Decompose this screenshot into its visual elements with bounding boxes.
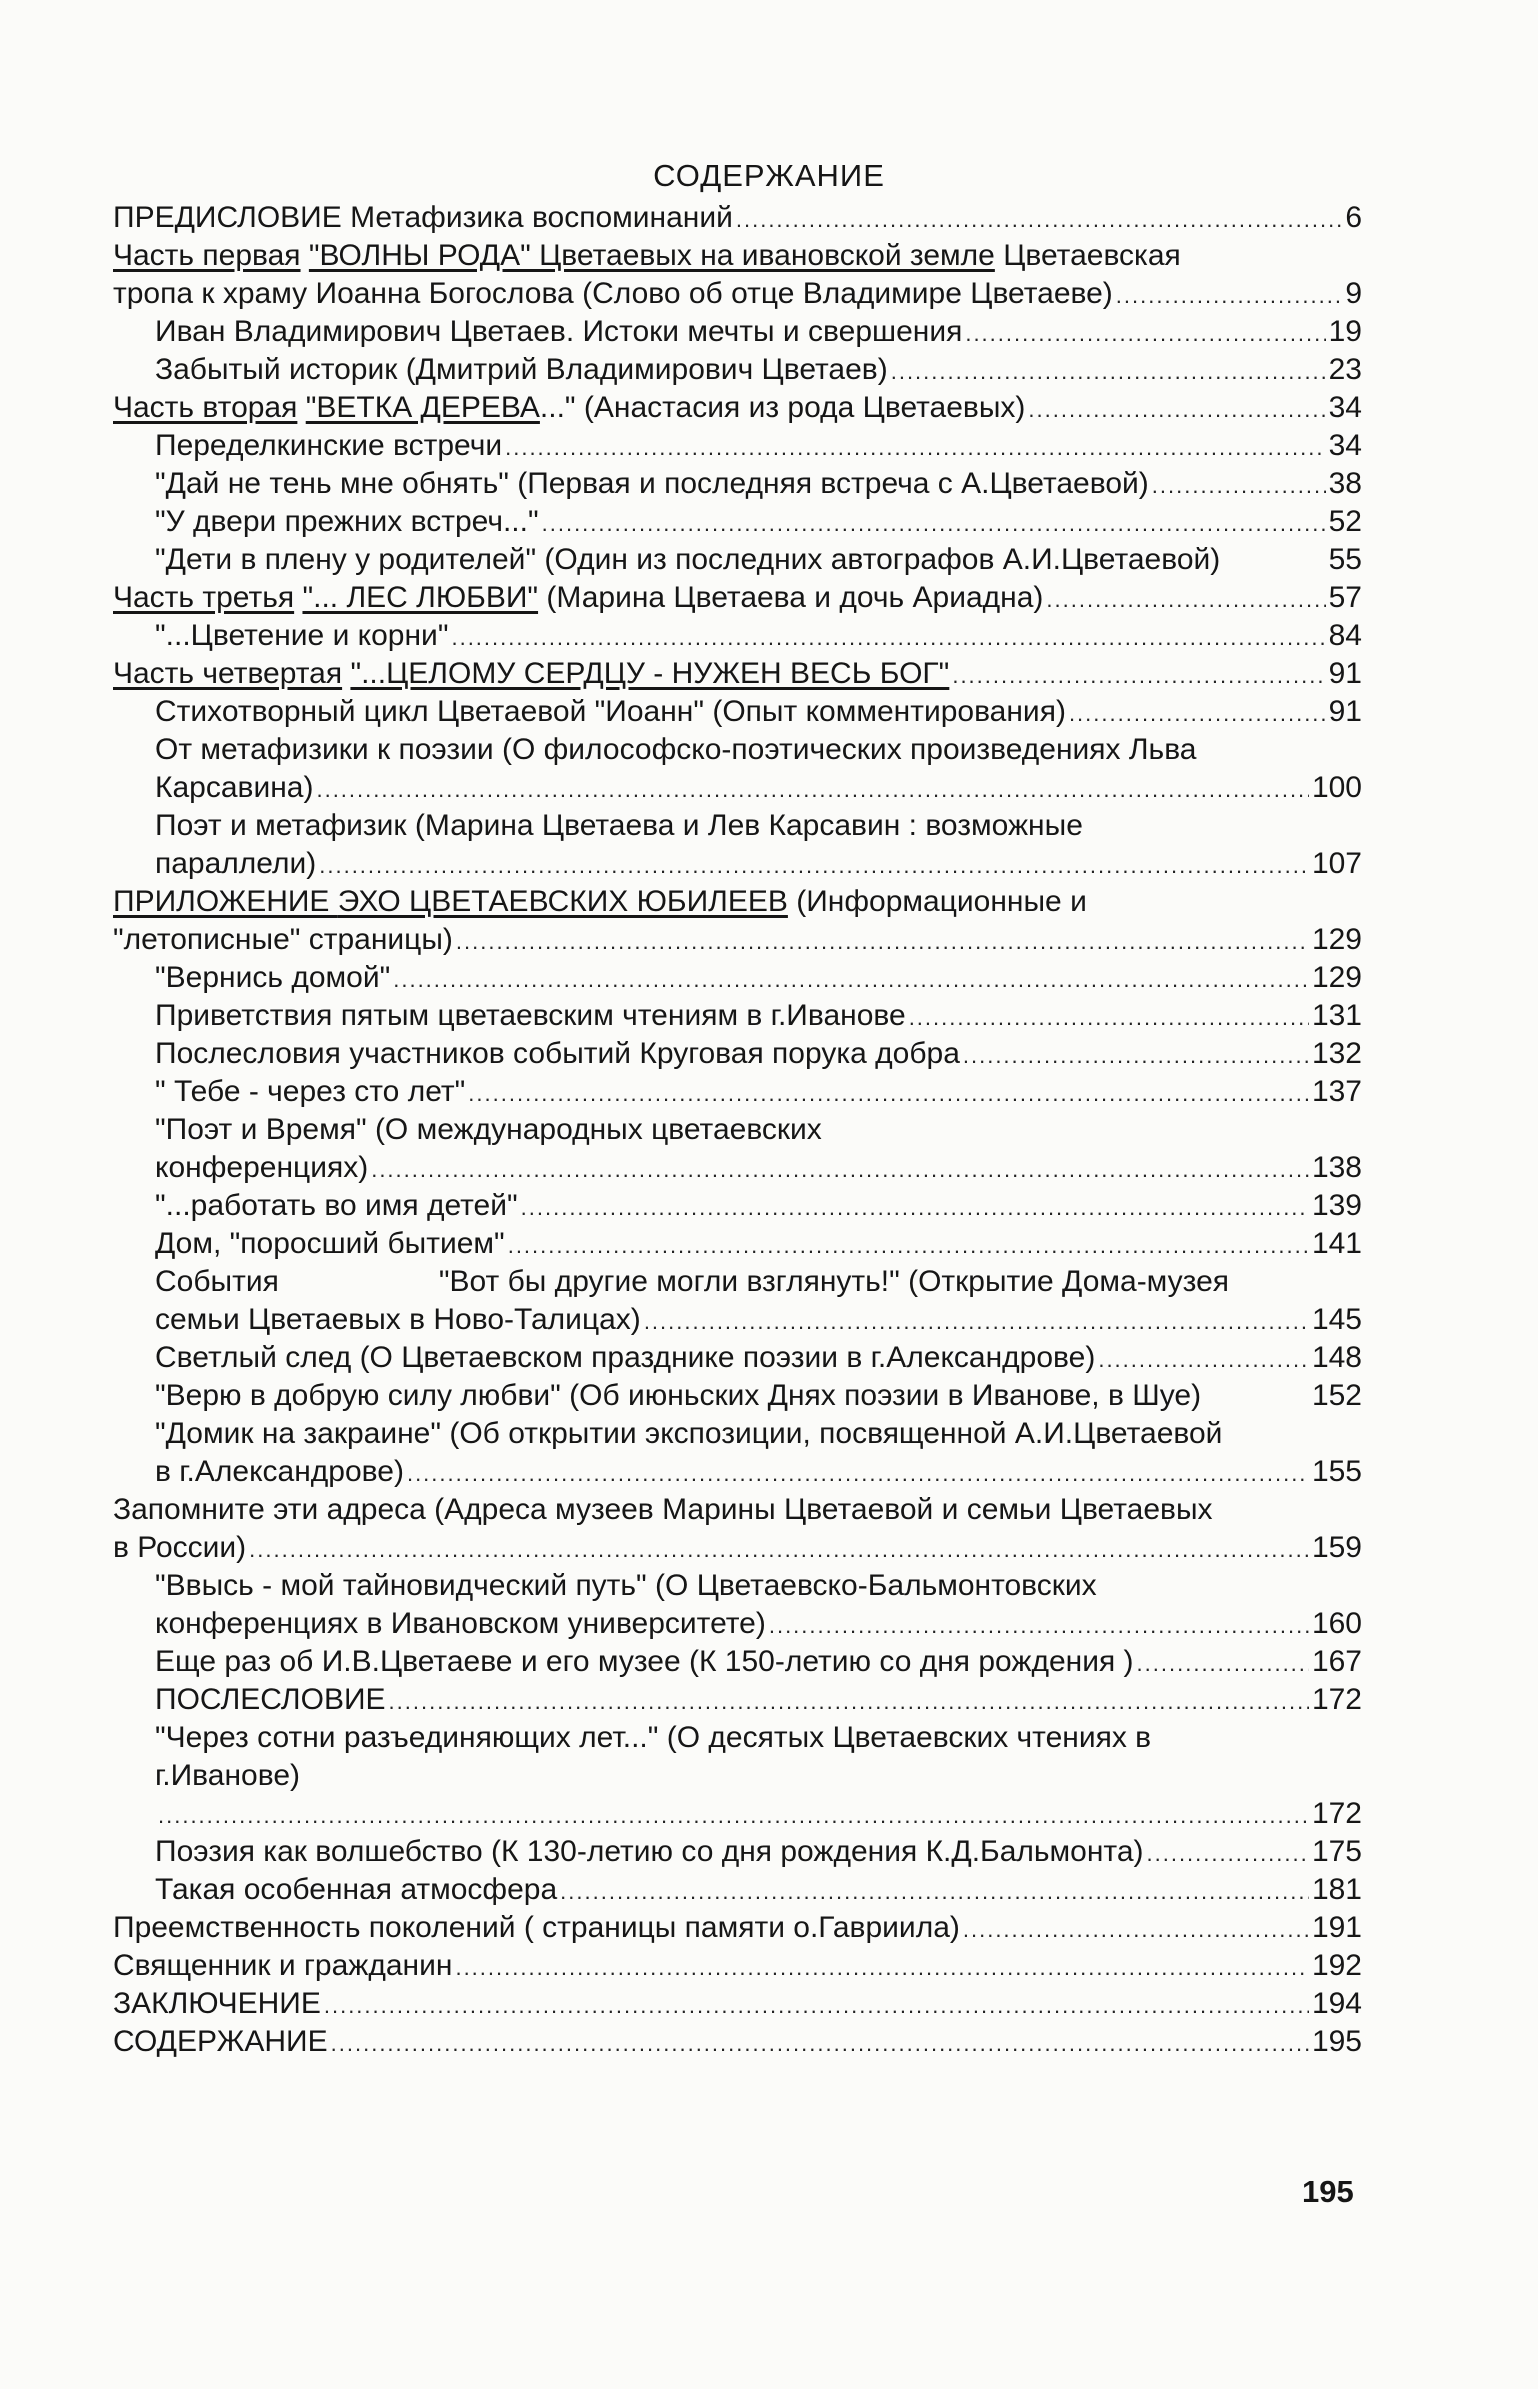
toc-entry <box>113 884 1087 920</box>
toc-entry <box>155 1226 1362 1262</box>
toc-page-number: 129 <box>1311 961 1362 994</box>
toc-entry <box>155 1644 1362 1680</box>
toc-text: "Вернись домой" <box>155 961 391 994</box>
toc-entry-title <box>113 200 733 236</box>
toc-page-number: 159 <box>1311 1531 1362 1564</box>
dot-leader <box>319 848 1309 884</box>
toc-entry <box>155 1416 1222 1452</box>
dot-leader <box>407 1456 1309 1492</box>
toc-page-number: 172 <box>1311 1797 1362 1830</box>
toc-text <box>301 239 309 272</box>
dot-leader <box>468 1076 1309 1112</box>
toc-entry-title <box>113 884 1087 920</box>
toc-entry <box>155 1720 1151 1756</box>
toc-entry <box>155 1834 1362 1870</box>
dot-leader <box>451 620 1325 656</box>
dot-leader <box>909 1000 1309 1036</box>
toc-entry-title <box>155 1340 1095 1376</box>
toc-entry-title <box>155 618 448 654</box>
toc-text: параллели) <box>155 847 317 880</box>
dot-leader <box>891 354 1326 390</box>
toc-page-number: 91 <box>1328 695 1362 728</box>
toc-text: Карсавина) <box>155 771 314 804</box>
toc-text: ПРЕДИСЛОВИЕ <box>113 201 351 234</box>
toc-entry-title <box>155 504 539 540</box>
toc-entry-title <box>113 656 949 692</box>
toc-text: "Домик на закраине" (Об открытии экспозиции, посвященной А.И.Цветаевой <box>155 1417 1223 1450</box>
toc-page-number: 137 <box>1311 1075 1362 1108</box>
toc-entry <box>155 504 1362 540</box>
toc-text: Дом, "поросший бытием" <box>155 1227 505 1260</box>
toc-text: Стихотворный цикл Цветаевой "Иоанн" (Опыт комментирования) <box>155 695 1066 728</box>
toc-text: семьи Цветаевых в Ново-Талицах) <box>155 1303 641 1336</box>
toc-entry-title <box>155 542 1220 578</box>
toc-text: Преемственность поколений ( страницы памяти о.Гавриила) <box>113 1911 960 1944</box>
toc-text: Иван Владимирович Цветаев. Истоки мечты и свершения <box>155 315 963 348</box>
toc-entry-title <box>155 428 502 464</box>
toc-text: Переделкинские встречи <box>155 429 503 462</box>
toc-page-number: 155 <box>1311 1455 1362 1488</box>
toc-entry <box>155 808 1083 844</box>
toc-text: "...работать во имя детей" <box>155 1189 518 1222</box>
dot-leader <box>1046 582 1325 618</box>
toc-page-number: 55 <box>1328 543 1362 576</box>
toc-entry <box>155 998 1362 1034</box>
toc-page-number: 132 <box>1311 1037 1362 1070</box>
toc-entry <box>155 428 1362 464</box>
toc-entry-title <box>155 1074 465 1110</box>
toc-entry-title <box>155 694 1066 730</box>
toc-entry-title <box>155 1720 1151 1756</box>
toc-heading-underlined: "ВЕТКА ДЕРЕВА <box>305 391 540 424</box>
toc-text: "Дай не тень мне обнять" (Первая и последняя встреча с А.Цветаевой) <box>155 467 1149 500</box>
toc-text: Поэзия как волшебство (К 130-летию со дня рождения К.Д.Бальмонта) <box>155 1835 1144 1868</box>
toc-page-number: 57 <box>1328 581 1362 614</box>
toc-page-number: 131 <box>1311 999 1362 1032</box>
toc-page-number: 6 <box>1345 201 1362 234</box>
toc-text: (Марина Цветаева и дочь Ариадна) <box>538 581 1044 614</box>
dot-leader <box>455 1950 1308 1986</box>
toc-entry-title <box>155 1188 518 1224</box>
dot-leader <box>1069 696 1326 732</box>
toc-entry-title <box>155 1036 960 1072</box>
toc-entry <box>155 466 1362 502</box>
toc-page-number: 52 <box>1328 505 1362 538</box>
toc-entry-title <box>155 732 1196 768</box>
toc-entry-title <box>113 238 1181 274</box>
dot-leader <box>1137 1646 1309 1682</box>
toc-entry-title <box>155 1416 1222 1452</box>
toc-text: Поэт и метафизик (Марина Цветаева и Лев Карсавин : возможные <box>155 809 1083 842</box>
toc-text: СОДЕРЖАНИЕ <box>113 2025 328 2058</box>
toc-entry-title <box>155 1454 404 1490</box>
toc-page-number: 91 <box>1328 657 1362 690</box>
toc-page-number: 172 <box>1311 1683 1362 1716</box>
toc-entry <box>155 960 1362 996</box>
toc-entry-title <box>155 1568 1097 1604</box>
toc-page-number: 38 <box>1328 467 1362 500</box>
toc-page-number: 34 <box>1328 391 1362 424</box>
toc-entry-title <box>155 1112 822 1148</box>
toc-text: (Информационные и <box>787 885 1087 918</box>
dot-leader <box>644 1304 1309 1340</box>
toc-text: "Через сотни разъединяющих лет..." (О десятых Цветаевских чтениях в <box>155 1721 1152 1754</box>
toc-text: "У двери прежних встреч..." <box>155 505 539 538</box>
toc-entry-title <box>113 1910 960 1946</box>
toc-entry <box>155 1302 1362 1338</box>
toc-entry-title <box>155 314 962 350</box>
toc-text: Священник и гражданин <box>113 1949 453 1982</box>
dot-leader <box>508 1228 1309 1264</box>
dot-leader <box>1098 1342 1309 1378</box>
toc-entry <box>155 1796 1362 1832</box>
toc-heading-underlined: Часть четвертая <box>113 657 343 690</box>
toc-page-number: 152 <box>1311 1379 1362 1412</box>
dot-leader <box>542 506 1326 542</box>
toc-page-number: 84 <box>1328 619 1362 652</box>
toc-page-number: 195 <box>1311 2025 1362 2058</box>
toc-entry-title <box>155 1682 386 1718</box>
toc-entry-title <box>113 922 453 958</box>
dot-leader <box>560 1874 1309 1910</box>
toc-text: От метафизики к поэзии (О философско-поэтических произведениях Льва <box>155 733 1197 766</box>
toc-entry <box>155 352 1362 388</box>
toc-entry-title <box>155 770 313 806</box>
toc-heading-underlined: ПРИЛОЖЕНИЕ <box>113 885 338 918</box>
dot-leader <box>963 1912 1309 1948</box>
dot-leader <box>505 430 1326 466</box>
toc-heading-underlined: Часть вторая <box>113 391 298 424</box>
toc-page-number: 175 <box>1311 1835 1362 1868</box>
toc-entry <box>155 732 1196 768</box>
toc-page-number: 141 <box>1311 1227 1362 1260</box>
toc-entry-title <box>113 1492 1213 1528</box>
toc-page-number: 160 <box>1311 1607 1362 1640</box>
dot-leader <box>769 1608 1309 1644</box>
toc-entry <box>113 922 1362 958</box>
dot-leader <box>963 1038 1309 1074</box>
toc-entry <box>113 390 1362 426</box>
toc-entry <box>155 1112 822 1148</box>
toc-page-number: 9 <box>1345 277 1362 310</box>
toc-heading-underlined: Часть третья <box>113 581 295 614</box>
toc-text: Метафизика воспоминаний <box>350 201 733 234</box>
dot-leader <box>456 924 1309 960</box>
toc-entry <box>155 1758 300 1794</box>
toc-entry <box>113 1492 1213 1528</box>
toc-entry <box>155 770 1362 806</box>
toc-entry-title <box>113 1986 321 2022</box>
toc-entry <box>155 542 1362 578</box>
toc-text: г.Иванове) <box>155 1759 300 1792</box>
toc-entry-title <box>155 960 390 996</box>
toc-entry <box>155 1872 1362 1908</box>
toc-entry <box>113 1948 1362 1984</box>
toc-entry-title <box>155 1834 1144 1870</box>
toc-heading-underlined: "... ЛЕС ЛЮБВИ" <box>302 581 539 614</box>
toc-text: конференциях) <box>155 1151 369 1184</box>
toc-page-number: 194 <box>1311 1987 1362 2020</box>
toc-entry <box>155 1150 1362 1186</box>
toc-page-number: 34 <box>1328 429 1362 462</box>
toc-entry <box>155 314 1362 350</box>
toc-page-number: 167 <box>1311 1645 1362 1678</box>
dot-leader <box>1028 392 1325 428</box>
toc-entry <box>155 846 1362 882</box>
dot-leader <box>316 772 1308 808</box>
toc-text: "...Цветение и корни" <box>155 619 449 652</box>
toc-entry-title <box>155 808 1083 844</box>
toc-page-number: 19 <box>1328 315 1362 348</box>
toc-entry-title <box>155 1226 505 1262</box>
toc-text: Послесловия участников событий Круговая порука добра <box>155 1037 960 1070</box>
toc-text: "Верю в добрую силу любви" (Об июньских Днях поэзии в Иванове, в Шуе) <box>155 1379 1202 1412</box>
toc-entry <box>113 200 1362 236</box>
toc-entry <box>113 1910 1362 1946</box>
dot-leader <box>1152 468 1326 504</box>
toc-entry-title <box>155 466 1149 502</box>
toc-text: "Дети в плену у родителей" (Один из последних автографов А.И.Цветаевой) <box>155 543 1221 576</box>
toc-text: в г.Александрове) <box>155 1455 404 1488</box>
toc-page-number: 192 <box>1311 1949 1362 1982</box>
toc-text: Светлый след (О Цветаевском празднике поэзии в г.Александрове) <box>155 1341 1096 1374</box>
dot-leader <box>952 658 1325 694</box>
toc-text: Такая особенная атмосфера <box>155 1873 558 1906</box>
toc-entry <box>155 1074 1362 1110</box>
toc-entry-title <box>155 1150 368 1186</box>
toc-text: События <box>155 1265 279 1298</box>
toc-entry <box>155 1568 1097 1604</box>
toc-entry-title <box>113 390 1025 426</box>
toc-entry-title <box>113 1948 452 1984</box>
page-number: 195 <box>1302 2174 1354 2209</box>
toc-text: ЗАКЛЮЧЕНИЕ <box>113 1987 321 2020</box>
toc-entry <box>113 2024 1362 2060</box>
toc-entry-title <box>155 352 888 388</box>
toc-text <box>297 391 305 424</box>
toc-entry <box>155 1036 1362 1072</box>
dot-leader <box>331 2026 1309 2062</box>
toc-page-number: 181 <box>1311 1873 1362 1906</box>
toc-page-number: 191 <box>1311 1911 1362 1944</box>
toc-text: Цветаевская <box>994 239 1181 272</box>
toc-entry-title <box>113 276 1113 312</box>
toc-text: "Вот бы другие могли взглянуть!" (Открытие Дома-музея <box>438 1265 1229 1298</box>
toc-text: Еще раз об И.В.Цветаеве и его музее (К 150-летию со дня рождения ) <box>155 1645 1134 1678</box>
toc-heading-underlined: Часть первая <box>113 239 301 272</box>
toc-entry <box>155 1264 1229 1300</box>
toc-text: конференциях в Ивановском университете) <box>155 1607 766 1640</box>
dot-leader <box>249 1532 1309 1568</box>
dot-leader <box>521 1190 1309 1226</box>
toc-entry <box>155 618 1362 654</box>
toc-page-number: 138 <box>1311 1151 1362 1184</box>
toc-entry-title <box>155 1264 1229 1300</box>
toc-entry-title <box>155 1758 300 1794</box>
dot-leader <box>324 1988 1309 2024</box>
toc-page-number: 145 <box>1311 1303 1362 1336</box>
dot-leader <box>158 1798 1309 1834</box>
toc-text: " Тебе - через сто лет" <box>155 1075 466 1108</box>
toc-entry-title <box>155 1872 557 1908</box>
dot-leader <box>389 1684 1309 1720</box>
toc-text: "летописные" страницы) <box>113 923 453 956</box>
toc-page-number: 100 <box>1311 771 1362 804</box>
toc-entry-title <box>113 580 1043 616</box>
toc-entry <box>155 1340 1362 1376</box>
dot-leader <box>736 202 1342 238</box>
toc-entry-title <box>155 1302 641 1338</box>
toc-entry-title <box>155 1644 1134 1680</box>
dot-leader <box>1147 1836 1309 1872</box>
toc-entry <box>155 1454 1362 1490</box>
toc-entry-title <box>155 1606 766 1642</box>
toc-text: Приветствия пятым цветаевским чтениям в г.Иванове <box>155 999 906 1032</box>
toc-heading-underlined: "ВОЛНЫ РОДА" Цветаевых на ивановской земле <box>308 239 995 272</box>
toc-text: тропа к храму Иоанна Богослова (Слово об отце Владимире Цветаеве) <box>113 277 1113 310</box>
toc-entry-title <box>113 1530 246 1566</box>
toc-text: в России) <box>113 1531 247 1564</box>
toc-entry-title <box>113 2024 328 2060</box>
toc-entry <box>155 694 1362 730</box>
toc-page-number: 107 <box>1311 847 1362 880</box>
toc-entry <box>113 656 1362 692</box>
dot-leader <box>965 316 1325 352</box>
toc-entry <box>113 276 1362 312</box>
toc-page-number: 23 <box>1328 353 1362 386</box>
toc-heading-underlined: "...ЦЕЛОМУ СЕРДЦУ - НУЖЕН ВЕСЬ БОГ" <box>350 657 950 690</box>
toc-text: ..." (Анастасия из рода Цветаевых) <box>539 391 1026 424</box>
toc-entry-title <box>155 998 906 1034</box>
toc-entry <box>155 1188 1362 1224</box>
toc-text: Забытый историк (Дмитрий Владимирович Цветаев) <box>155 353 888 386</box>
toc-entry <box>155 1378 1362 1414</box>
toc-entry <box>113 1530 1362 1566</box>
toc-page-number: 129 <box>1311 923 1362 956</box>
toc-text: "Поэт и Время" (О международных цветаевских <box>155 1113 822 1146</box>
toc-entry-title <box>155 846 316 882</box>
toc-page-number: 139 <box>1311 1189 1362 1222</box>
toc-heading-underlined: ЭХО ЦВЕТАЕВСКИХ ЮБИЛЕЕВ <box>337 885 788 918</box>
toc-text: "Ввысь - мой тайновидческий путь" (О Цветаевско-Бальмонтовских <box>155 1569 1097 1602</box>
dot-leader <box>371 1152 1309 1188</box>
toc-entry <box>155 1606 1362 1642</box>
toc-text: ПОСЛЕСЛОВИЕ <box>155 1683 386 1716</box>
dot-leader <box>1116 278 1343 314</box>
toc-entry <box>113 238 1181 274</box>
toc-text: Запомните эти адреса (Адреса музеев Марины Цветаевой и семьи Цветаевых <box>113 1493 1213 1526</box>
toc-entry <box>113 1986 1362 2022</box>
page-title: СОДЕРЖАНИЕ <box>653 158 885 193</box>
toc-entry-title <box>155 1378 1201 1414</box>
toc-entry <box>113 580 1362 616</box>
dot-leader <box>393 962 1309 998</box>
toc-entry <box>155 1682 1362 1718</box>
toc-page-number: 148 <box>1311 1341 1362 1374</box>
